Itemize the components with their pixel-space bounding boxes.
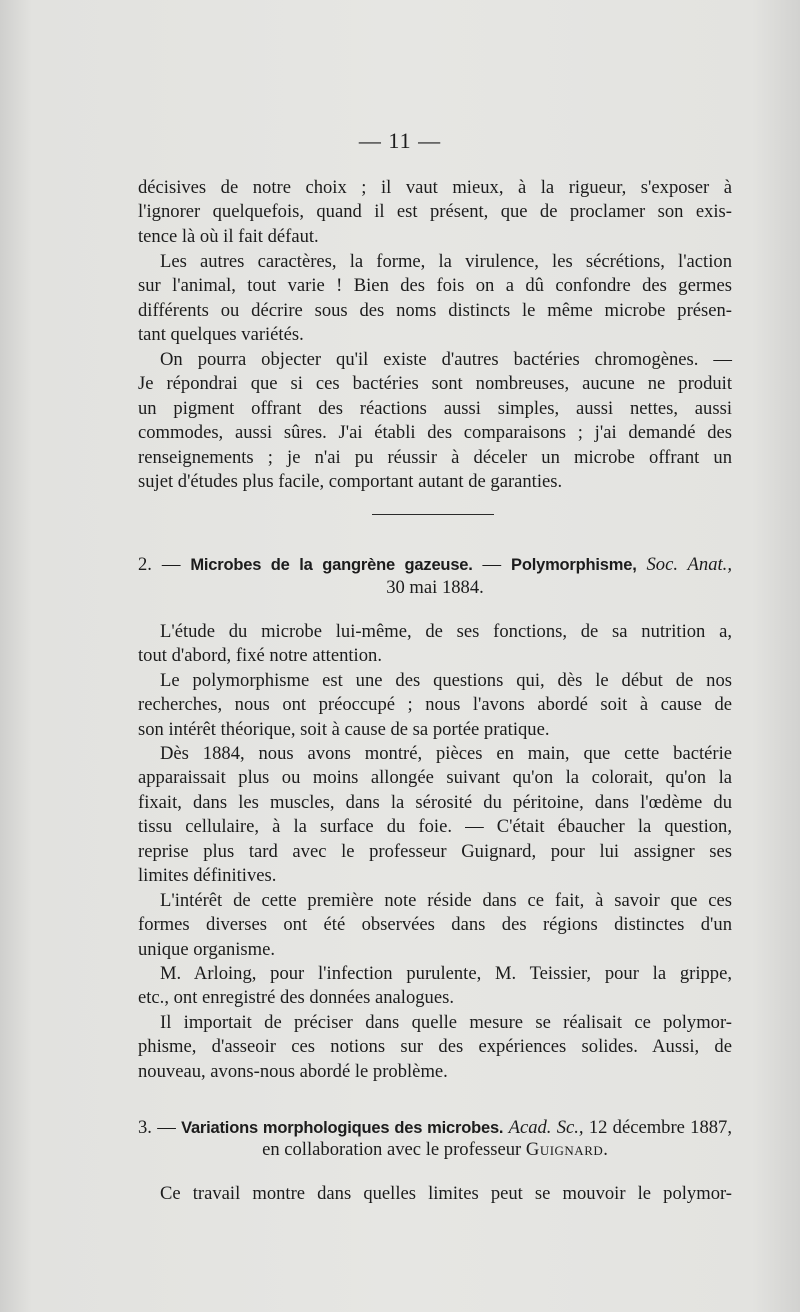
text-line: apparaissait plus ou moins allongée suivant qu'on la colorait, qu'on la [138, 767, 732, 789]
paragraph-6 [138, 742, 732, 888]
text-line: tout d'abord, fixé notre attention. [138, 645, 382, 667]
text-line: Dès 1884, nous avons montré, pièces en main, que cette bactérie [160, 743, 732, 764]
text-line: limites définitives. [138, 865, 277, 887]
paragraph-2 [138, 250, 732, 348]
paragraph-10 [138, 1182, 732, 1206]
text-line: reprise plus tard avec le professeur Guignard, pour lui assigner ses [138, 840, 732, 862]
text-line: l'ignorer quelquefois, quand il est présent, que de proclamer son exis- [138, 201, 732, 223]
text-line: renseignements ; je n'ai pu réussir à déceler un microbe offrant un [138, 446, 732, 468]
collaboration-suffix: . [603, 1139, 608, 1160]
entry-number: 2. — [138, 554, 181, 575]
entry-3-heading [138, 1117, 732, 1139]
collaborator-name: Guignard [525, 1139, 604, 1160]
text-line: L'étude du microbe lui-même, de ses fonctions, de sa nutrition a, [160, 621, 732, 642]
entry-title: Variations morphologiques des microbes. [181, 1119, 504, 1137]
text-line: Les autres caractères, la forme, la virulence, les sécrétions, l'action [160, 251, 732, 272]
text-line: M. Arloing, pour l'infection purulente, M. Teissier, pour la grippe, [160, 963, 732, 984]
text-line: un pigment offrant des réactions aussi simples, aussi nettes, aussi [138, 397, 732, 419]
entry-journal: Soc. Anat., [646, 554, 732, 575]
text-line: phisme, d'asseoir ces notions sur des expériences solides. Aussi, de [138, 1036, 732, 1058]
text-line: son intérêt théorique, soit à cause de sa portée pratique. [138, 718, 550, 740]
text-line: Il importait de préciser dans quelle mesure se réalisait ce polymor- [160, 1012, 732, 1033]
entry-journal: Acad. Sc., [508, 1117, 584, 1138]
text-line: décisives de notre choix ; il vaut mieux, à la rigueur, s'exposer à [138, 177, 732, 198]
text-line: recherches, nous ont préoccupé ; nous l'avons abordé soit à cause de [138, 694, 732, 716]
entry-number: 3. — [138, 1117, 176, 1138]
text-line: tissu cellulaire, à la surface du foie. — C'était ébaucher la question, [138, 816, 732, 838]
collaboration-prefix: en collaboration avec le professeur [262, 1139, 522, 1160]
text-line: commodes, aussi sûres. J'ai établi des comparaisons ; j'ai demandé des [138, 422, 732, 444]
entry-date: 12 décembre 1887, [588, 1117, 733, 1138]
paragraph-1 [138, 176, 732, 249]
text-line: unique organisme. [138, 938, 276, 960]
text-line: L'intérêt de cette première note réside dans ce fait, à savoir que ces [160, 890, 732, 911]
text-line: On pourra objecter qu'il existe d'autres bactéries chromogènes. — [160, 349, 732, 370]
text-line: sur l'animal, tout varie ! Bien des fois on a dû confondre des germes [138, 275, 732, 297]
text-line: formes diverses ont été observées dans des régions distinctes d'un [138, 914, 732, 936]
paragraph-7 [138, 889, 732, 962]
text-line: différents ou décrire sous des noms distincts le même microbe présen- [138, 299, 732, 321]
paragraph-9 [138, 1011, 732, 1084]
text-line: tant quelques variétés. [138, 324, 304, 346]
paragraph-8 [138, 962, 732, 1011]
paragraph-5 [138, 669, 732, 742]
section-divider [372, 514, 494, 515]
page-number: — 11 — [358, 128, 442, 153]
entry-3-collaboration [138, 1139, 732, 1161]
text-line: tence là où il fait défaut. [138, 225, 319, 247]
text-line: nouveau, avons-nous abordé le problème. [138, 1060, 448, 1082]
entry-subtitle: Polymorphisme, [511, 556, 637, 574]
text-line: Ce travail montre dans quelles limites peut se mouvoir le polymor- [160, 1183, 732, 1204]
text-line: fixait, dans les muscles, dans la sérosité du péritoine, dans l'œdème du [138, 791, 732, 813]
paragraph-4 [138, 620, 732, 669]
text-line: sujet d'études plus facile, comportant autant de garanties. [138, 471, 563, 493]
entry-title: Microbes de la gangrène gazeuse. [190, 556, 473, 574]
text-line: etc., ont enregistré des données analogues. [138, 987, 454, 1009]
entry-dash: — [482, 554, 502, 575]
text-line: Le polymorphisme est une des questions qui, dès le début de nos [160, 670, 732, 691]
entry-2-heading [138, 554, 732, 576]
paragraph-3 [138, 348, 732, 494]
text-line: Je répondrai que si ces bactéries sont nombreuses, aucune ne produit [138, 373, 732, 395]
entry-2-date: 30 mai 1884. [386, 577, 484, 598]
